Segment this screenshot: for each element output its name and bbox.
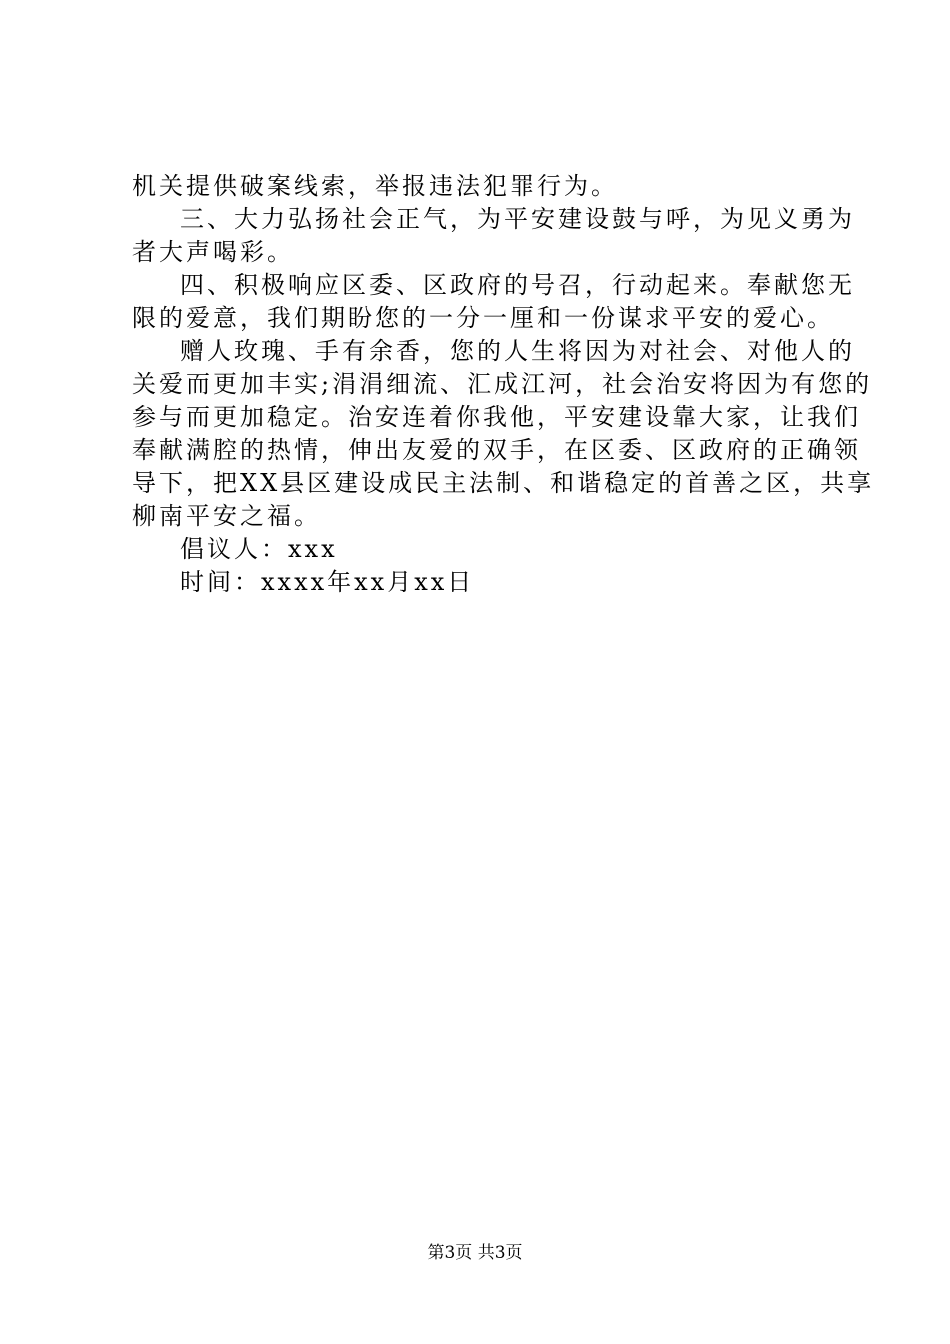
- body-text-line: 机关提供破案线索，举报违法犯罪行为。: [132, 172, 618, 200]
- closing-paragraph-start: 赠人玫瑰、手有余香，您的人生将因为对社会、对他人的: [180, 337, 855, 365]
- paragraph-item-four: 四、积极响应区委、区政府的号召，行动起来。奉献您无: [180, 271, 855, 299]
- page-number-footer: 第3页 共3页: [427, 1243, 523, 1263]
- document-body: [132, 170, 875, 599]
- body-text-line: 者大声喝彩。: [132, 238, 294, 266]
- body-text-line: 导下，把XX县区建设成民主法制、和谐稳定的首善之区，共享: [132, 469, 875, 497]
- paragraph-item-three: 三、大力弘扬社会正气，为平安建设鼓与呼，为见义勇为: [180, 205, 855, 233]
- body-text-line: 关爱而更加丰实;涓涓细流、汇成江河，社会治安将因为有您的: [132, 370, 873, 398]
- body-text-line: 参与而更加稳定。治安连着你我他，平安建设靠大家，让我们: [132, 403, 861, 431]
- date-line: 时间：xxxx年xx月xx日: [180, 568, 475, 596]
- initiator-line: 倡议人：xxx: [180, 535, 338, 563]
- body-text-line: 奉献满腔的热情，伸出友爱的双手，在区委、区政府的正确领: [132, 436, 861, 464]
- body-text-line: 柳南平安之福。: [132, 502, 321, 530]
- body-text-line: 限的爱意，我们期盼您的一分一厘和一份谋求平安的爱心。: [132, 304, 834, 332]
